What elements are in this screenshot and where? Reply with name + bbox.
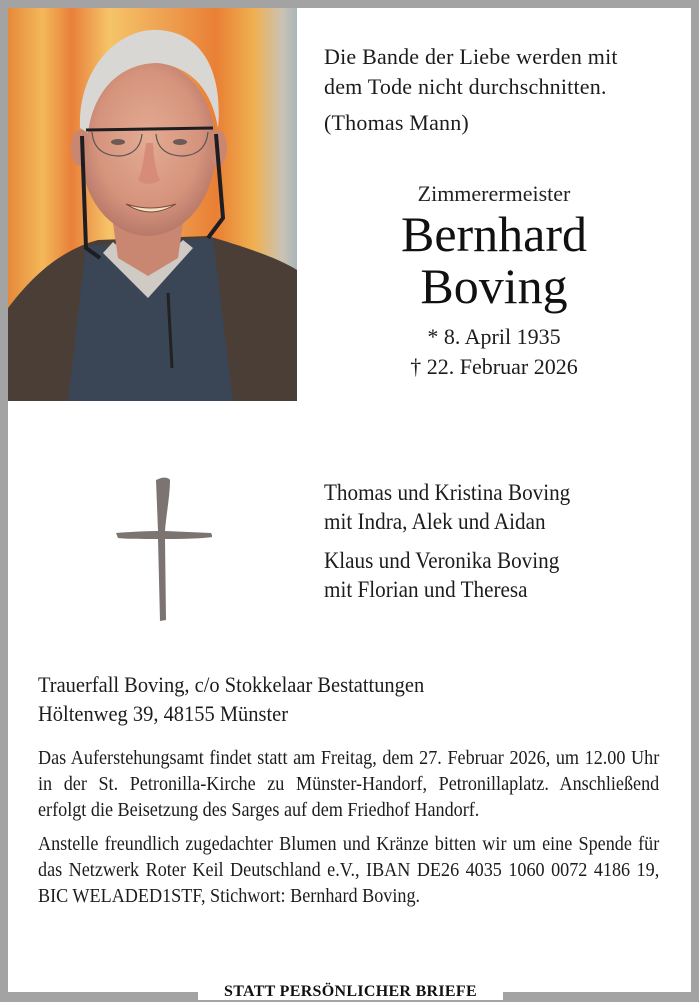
quote-line: Die Bande der Liebe werden mit [324, 44, 618, 69]
last-name: Boving [420, 258, 568, 314]
death-date: † 22. Februar 2026 [410, 354, 578, 379]
mourner-line: mit Indra, Alek und Aidan [324, 509, 546, 534]
service-details [38, 746, 659, 918]
profession: Zimmerermeister [417, 181, 571, 206]
mourner-line: Thomas und Kristina Boving [324, 480, 571, 505]
donation-paragraph: Anstelle freundlich zugedachter Blumen und Kränze bitten wir um eine Spende für das Netzwerk Roter Keil Deutschland e.V., IBAN DE26 4035 1060 0072 4186 19, BIC WELADED1STF, Stichwort: Bernhard Boving. [38, 834, 660, 907]
mourner-group [324, 478, 655, 536]
deceased-block [297, 180, 691, 382]
condolence-address [38, 670, 633, 728]
life-dates [297, 322, 691, 382]
birth-date: * 8. April 1935 [427, 324, 561, 349]
quote-author: (Thomas Mann) [324, 110, 469, 135]
mourners-list [324, 478, 655, 614]
service-paragraph: Das Auferstehungsamt findet statt am Freitag, dem 27. Februar 2026, um 12.00 Uhr in der St. Petronilla-Kirche zu Münster-Handorf, Petronillaplatz. Anschließend erfolgt die Beisetzung des Sarges auf dem Friedhof Handorf. [38, 748, 660, 821]
address-line: Trauerfall Boving, c/o Stokkelaar Bestattungen [38, 672, 425, 697]
first-name: Bernhard [400, 206, 588, 262]
portrait-image [8, 8, 297, 401]
portrait-photo [8, 8, 297, 401]
quote-block [324, 42, 674, 138]
address-line: Höltenweg 39, 48155 Münster [38, 701, 289, 726]
footer-label: STATT PERSÖNLICHER BRIEFE [198, 981, 503, 1000]
mourner-line: Klaus und Veronika Boving [324, 548, 560, 573]
mourner-line: mit Florian und Theresa [324, 577, 528, 602]
mourner-group [324, 546, 655, 604]
cross-icon [116, 476, 212, 622]
quote-line: dem Tode nicht durchschnitten. [324, 74, 607, 99]
obituary-card [8, 8, 691, 992]
